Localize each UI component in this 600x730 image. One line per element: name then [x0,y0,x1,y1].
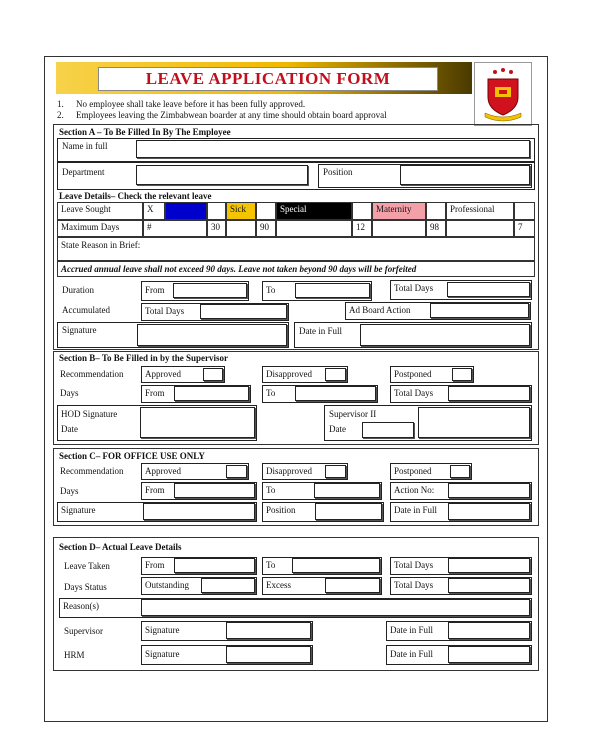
max-days-special: 12 [352,220,372,237]
supervisor2-label: Supervisor II [329,409,377,419]
max-days-annual: 30 [207,220,226,237]
department-input[interactable] [136,165,308,185]
d-outstanding-label: Outstanding [145,580,189,590]
section-d-title: Section D– Actual Leave Details [59,542,182,552]
name-label: Name in full [62,141,108,151]
b-approved-check[interactable] [203,368,223,381]
c-recommendation-label: Recommendation [60,466,124,476]
c-to-input[interactable] [314,483,380,498]
c-action-label: Action No: [394,485,435,495]
c-position-input[interactable] [315,503,382,520]
x-mark: X [143,202,165,220]
c-postponed-check[interactable] [450,465,470,478]
duration-from-input[interactable] [173,283,247,298]
rule-1-number: 1. [57,99,64,109]
c-approved-check[interactable] [226,465,247,478]
position-input[interactable] [400,165,530,185]
section-a-title: Section A – To Be Filled In By The Employee [59,127,231,137]
b-postponed-label: Postponed [394,369,432,379]
accumulated-total-input[interactable] [200,304,287,319]
d-excess-label: Excess [266,580,291,590]
c-date-input[interactable] [448,503,530,520]
d-reasons-input[interactable] [141,599,530,616]
form-title: LEAVE APPLICATION FORM [145,69,391,88]
duration-to-label: To [266,285,276,295]
annual-leave-option[interactable]: Annual [165,202,207,220]
sick-leave-option[interactable]: Sick [226,202,256,220]
d-hrm-date-input[interactable] [448,646,530,663]
leave-gap-4 [426,202,446,220]
b-approved-label: Approved [145,369,181,379]
hod-label: HOD Signature [61,409,118,419]
d-leave-taken-label: Leave Taken [64,561,110,571]
b-disapproved-check[interactable] [325,368,346,381]
leave-details-title: Leave Details– Check the relevant leave [59,191,212,201]
rule-1-text: No employee shall take leave before it has been fully approved. [76,99,306,109]
c-postponed-label: Postponed [394,466,432,476]
d-total-input[interactable] [448,558,530,573]
accumulated-total-label: Total Days [145,306,185,316]
d-total-label: Total Days [394,560,434,570]
hod-input[interactable] [140,407,255,438]
d-supervisor-sig-label: Signature [145,625,180,635]
max-days-label: Maximum Days [57,220,143,237]
c-signature-input[interactable] [143,503,255,520]
c-position-label: Position [266,505,296,515]
d-hrm-date-label: Date in Full [390,649,433,659]
c-to-label: To [266,485,276,495]
d-supervisor-label: Supervisor [64,626,103,636]
max-days-sick: 90 [256,220,276,237]
c-action-input[interactable] [448,483,530,498]
d-hrm-sig-label: Signature [145,649,180,659]
d-hrm-sig-input[interactable] [226,646,311,663]
c-signature-label: Signature [61,505,96,515]
d-days-status-label: Days Status [64,582,107,592]
d-to-label: To [266,560,276,570]
b-to-input[interactable] [295,386,376,401]
d-to-input[interactable] [292,558,380,573]
d-excess-input[interactable] [325,578,380,593]
accrued-note: Accrued annual leave shall not exceed 90 days. Leave not taken beyond 90 days will be forfeited [61,264,417,274]
d-supervisor-date-label: Date in Full [390,625,433,635]
hod-date-label: Date [61,424,78,434]
rule-2-text: Employees leaving the Zimbabwean boarder at any time should obtain board approval [76,110,387,120]
section-c-title: Section C– FOR OFFICE USE ONLY [59,451,205,461]
c-date-label: Date in Full [394,505,437,515]
d-reasons-label: Reason(s) [63,601,99,611]
b-from-label: From [145,388,165,398]
d-hrm-label: HRM [64,650,85,660]
maternity-leave-option[interactable]: Maternity [372,202,426,220]
d-supervisor-date-input[interactable] [448,622,530,639]
b-postponed-check[interactable] [452,368,472,381]
max-days-hash: # [143,220,207,237]
c-from-input[interactable] [174,483,255,498]
date-full-label: Date in Full [299,326,342,336]
supervisor2-input[interactable] [418,407,530,438]
duration-to-input[interactable] [295,283,370,298]
ad-board-label: Ad Board Action [349,305,411,315]
d-from-input[interactable] [174,558,255,573]
max-days-maternity: 98 [426,220,446,237]
supervisor2-date-input[interactable] [362,422,414,438]
c-from-label: From [145,485,165,495]
max-days-gap-2 [276,220,352,237]
title-box [98,67,438,91]
ad-board-input[interactable] [430,303,529,318]
duration-total-label: Total Days [394,283,434,293]
crest-frame [474,62,532,126]
special-leave-option[interactable]: Special [276,202,352,220]
d-total2-label: Total Days [394,580,434,590]
max-days-gap-1 [226,220,256,237]
signature-label: Signature [62,325,97,335]
c-disapproved-label: Disapproved [266,466,312,476]
leave-sought-label: Leave Sought [57,202,143,220]
crest-icon [475,63,531,125]
section-b-title: Section B– To Be Filled in by the Supervisor [59,353,229,363]
max-days-gap-3 [372,220,426,237]
max-days-gap-4 [446,220,514,237]
position-label: Position [323,167,353,177]
leave-gap-2 [256,202,276,220]
leave-gap-1 [207,202,226,220]
leave-gap-3 [352,202,372,220]
duration-total-input[interactable] [447,282,530,297]
duration-from-label: From [145,285,165,295]
department-label: Department [62,167,105,177]
b-to-label: To [266,388,276,398]
d-supervisor-sig-input[interactable] [226,622,311,639]
b-recommendation-label: Recommendation [60,369,124,379]
b-days-label: Days [60,388,79,398]
duration-label: Duration [62,285,94,295]
professional-leave-option[interactable]: Professional [446,202,514,220]
rule-2-number: 2. [57,110,64,120]
leave-gap-5 [514,202,535,220]
c-disapproved-check[interactable] [325,465,346,478]
reason-label: State Reason in Brief: [61,240,141,250]
signature-input[interactable] [137,324,287,346]
b-disapproved-label: Disapproved [266,369,312,379]
max-days-professional: 7 [514,220,535,237]
supervisor2-date-label: Date [329,424,346,434]
d-from-label: From [145,560,165,570]
b-total-label: Total Days [394,388,434,398]
c-days-label: Days [60,486,79,496]
name-input[interactable] [136,140,530,158]
d-total2-input[interactable] [448,578,530,593]
d-outstanding-input[interactable] [201,578,255,593]
date-full-input[interactable] [360,324,530,346]
accumulated-label: Accumulated [62,305,110,315]
c-approved-label: Approved [145,466,181,476]
b-from-input[interactable] [174,386,249,401]
b-total-input[interactable] [448,386,530,401]
